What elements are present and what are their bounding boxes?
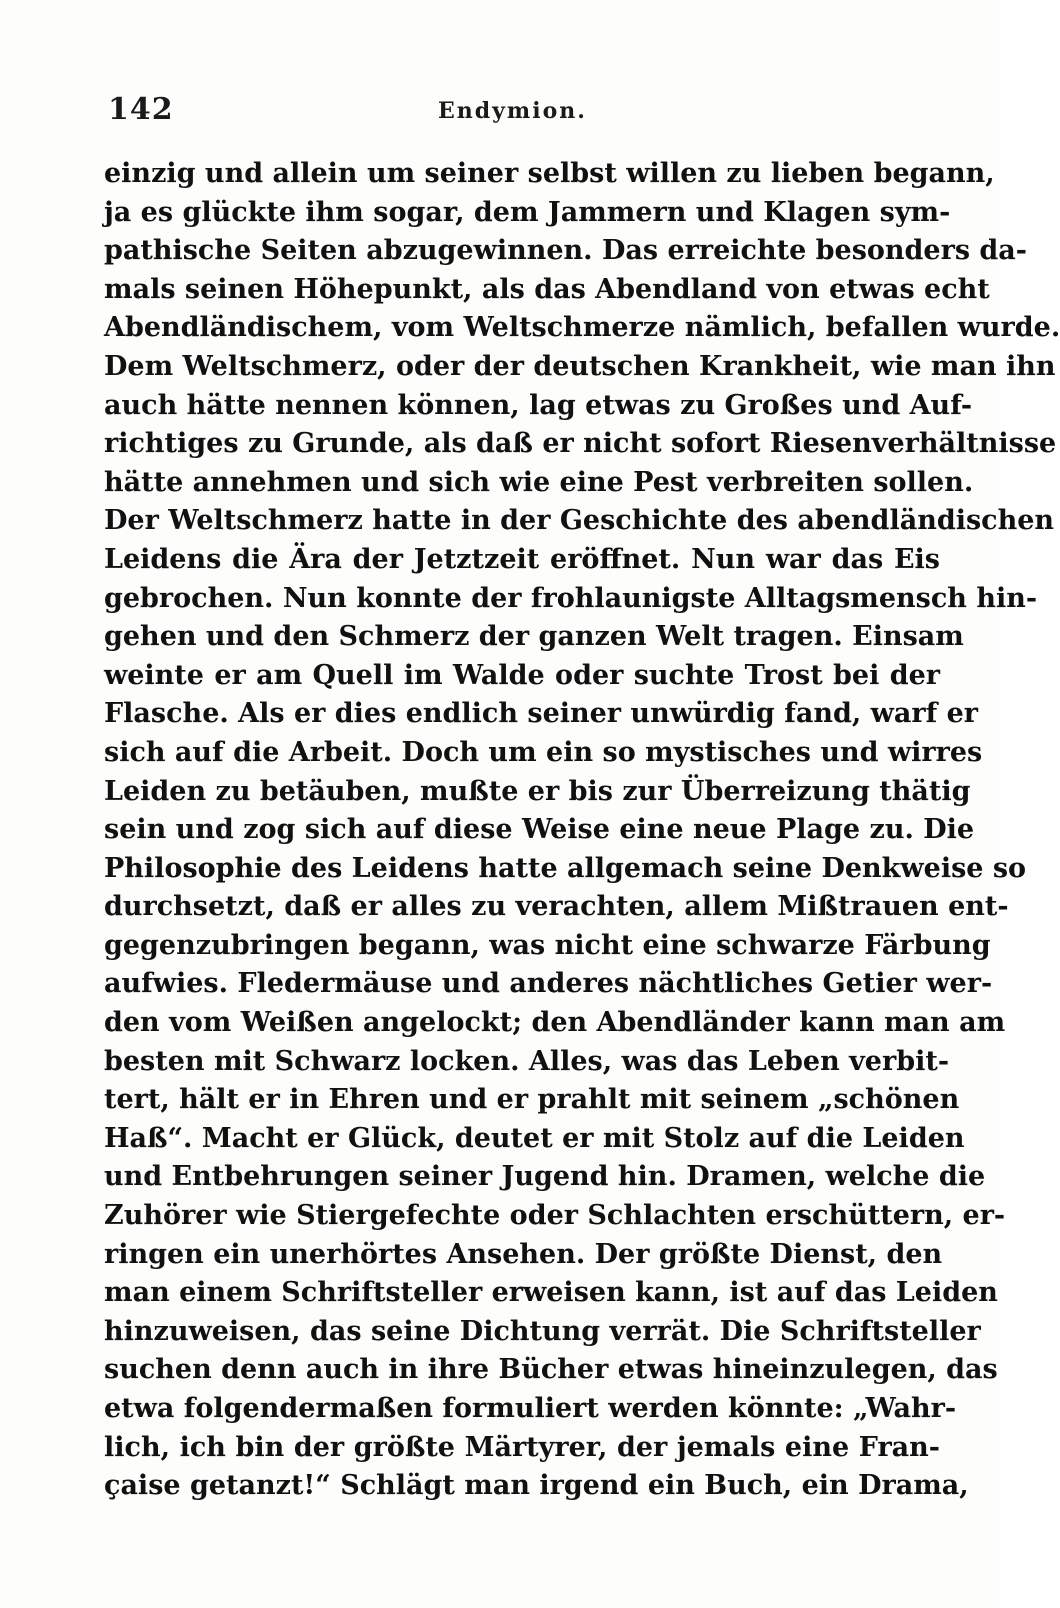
text-line: gegenzubringen begann, was nicht eine schwarze Färbung (104, 929, 991, 961)
text-line: einzig und allein um seiner selbst willen zu lieben begann, (104, 158, 995, 189)
text-line: ja es glückte ihm sogar, dem Jammern und Klagen sym- (104, 196, 951, 228)
text-line: besten mit Schwarz locken. Alles, was das Leben verbit- (104, 1045, 950, 1077)
text-line: auch hätte nennen können, lag etwas zu Großes und Auf- (104, 389, 973, 421)
text-line: etwa folgendermaßen formuliert werden könnte: „Wahr- (104, 1393, 957, 1424)
running-head (108, 92, 960, 132)
text-line: den vom Weißen angelockt; den Abendländer kann man am (104, 1007, 1006, 1039)
text-line: gebrochen. Nun konnte der frohlaunigste Alltagsmensch hin- (104, 582, 1038, 614)
text-line: und Entbehrungen seiner Jugend hin. Dramen, welche die (104, 1161, 986, 1193)
text-line: çaise getanzt!“ Schlägt man irgend ein Buch, ein Drama, (104, 1470, 969, 1502)
text-line: Zuhörer wie Stiergefechte oder Schlachten erschüttern, er- (104, 1200, 1006, 1232)
text-line: tert, hält er in Ehren und er prahlt mit seinem „schönen (104, 1084, 960, 1116)
text-line: sein und zog sich auf diese Weise eine neue Plage zu. Die (104, 814, 975, 846)
text-line: Flasche. Als er dies endlich seiner unwürdig fand, warf er (104, 698, 979, 730)
text-line: Dem Weltschmerz, oder der deutschen Krankheit, wie man ihn (104, 350, 1056, 382)
text-line: suchen denn auch in ihre Bücher etwas hineinzulegen, das (104, 1354, 998, 1386)
text-line: Haß“. Macht er Glück, deutet er mit Stolz auf die Leiden (104, 1122, 965, 1154)
text-line: Der Weltschmerz hatte in der Geschichte des abendländischen (104, 505, 1055, 537)
text-line: lich, ich bin der größte Märtyrer, der jemals eine Fran- (104, 1431, 940, 1463)
text-line: gehen und den Schmerz der ganzen Welt tragen. Einsam (104, 621, 964, 653)
text-line: sich auf die Arbeit. Doch um ein so mystisches und wirres (104, 736, 983, 768)
text-line: man einem Schriftsteller erweisen kann, ist auf das Leiden (104, 1277, 998, 1309)
text-line: aufwies. Fledermäuse und anderes nächtliches Getier wer- (104, 968, 993, 1000)
text-line: Abendländischem, vom Weltschmerze nämlich, befallen wurde. (104, 312, 1060, 344)
body-text (104, 155, 1060, 1506)
text-line: mals seinen Höhepunkt, als das Abendland von etwas echt (104, 273, 990, 305)
text-line: hinzuweisen, das seine Dichtung verrät. Die Schriftsteller (104, 1315, 981, 1347)
text-line: Leidens die Ära der Jetztzeit eröffnet. Nun war das Eis (104, 543, 940, 575)
text-line: hätte annehmen und sich wie eine Pest verbreiten sollen. (104, 466, 974, 498)
text-line: Leiden zu betäuben, mußte er bis zur Überreizung thätig (104, 775, 971, 807)
text-line: Philosophie des Leidens hatte allgemach seine Denkweise so (104, 852, 1027, 884)
text-line: pathische Seiten abzugewinnen. Das erreichte besonders da- (104, 235, 1028, 267)
text-line: durchsetzt, daß er alles zu verachten, allem Mißtrauen ent- (104, 891, 1009, 923)
text-line: richtiges zu Grunde, als daß er nicht sofort Riesenverhältnisse (104, 428, 1057, 460)
page-number: 142 (108, 92, 174, 127)
running-title: Endymion. (438, 98, 587, 124)
text-line: weinte er am Quell im Walde oder suchte Trost bei der (104, 659, 940, 691)
text-line: ringen ein unerhörtes Ansehen. Der größte Dienst, den (104, 1238, 943, 1270)
